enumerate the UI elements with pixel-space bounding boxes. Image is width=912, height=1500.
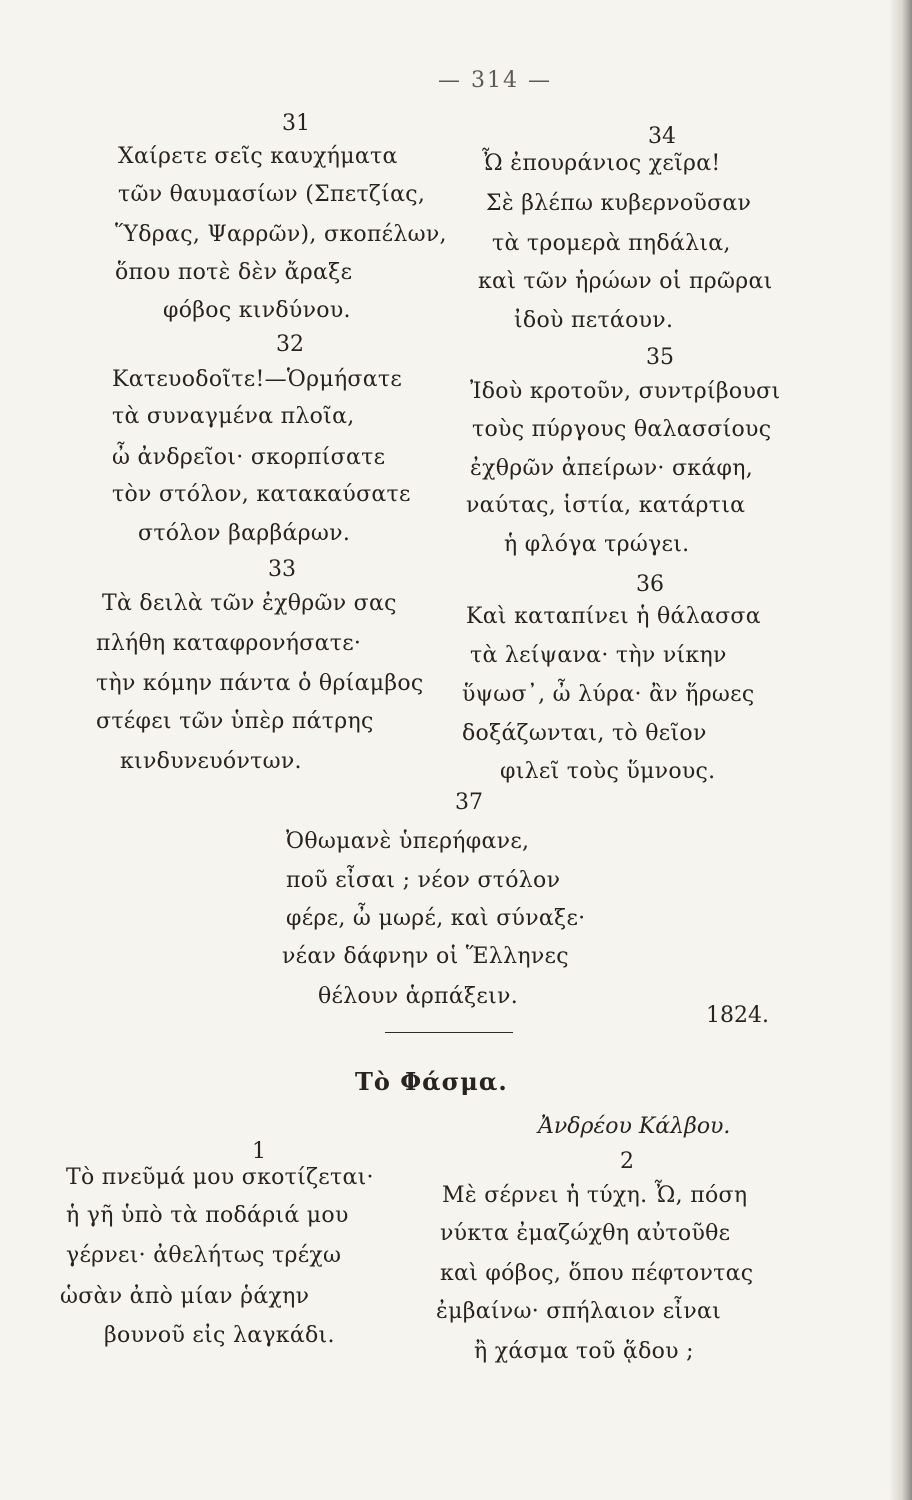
verse-line: ὕψωσ᾽, ὦ λύρα· ἂν ἥρωες — [462, 682, 755, 707]
verse-line: Σὲ βλέπω κυβερνοῦσαν — [486, 191, 752, 216]
verse-line: ναύτας, ἱστία, κατάρτια — [466, 493, 746, 518]
verse-line: ἐχθρῶν ἀπείρων· σκάφη, — [470, 456, 753, 481]
stanza-number: 34 — [648, 124, 676, 149]
verse-line: Ὀθωμανὲ ὑπερήφανε, — [286, 829, 530, 854]
verse-line: ἡ γῆ ὑπὸ τὰ ποδάριά μου — [66, 1203, 349, 1228]
poem-date: 1824. — [706, 1003, 769, 1028]
stanza-number: 31 — [282, 111, 310, 136]
verse-line: Χαίρετε σεῖς καυχήματα — [118, 144, 398, 169]
verse-line: δοξάζωνται, τὸ θεῖον — [462, 721, 707, 746]
verse-line: ἡ φλόγα τρώγει. — [504, 532, 690, 557]
verse-line: Ἰδοὺ κροτοῦν, συντρίβουσι — [470, 379, 781, 404]
stanza-number: 1 — [252, 1139, 266, 1164]
verse-line: τὰ λείψανα· τὴν νίκην — [470, 643, 727, 668]
verse-line: ἐμβαίνω· σπήλαιον εἶναι — [436, 1299, 722, 1324]
verse-line: Ὕδρας, Ψαρρῶν), σκοπέλων, — [115, 222, 447, 247]
stanza-number: 36 — [636, 572, 664, 597]
verse-line: ὅπου ποτὲ δὲν ἄραξε — [115, 260, 353, 285]
verse-line: τῶν θαυμασίων (Σπετζίας, — [118, 182, 426, 207]
verse-line: θέλουν ἁρπάξειν. — [318, 984, 518, 1009]
verse-line: τὰ συναγμένα πλοῖα, — [112, 404, 355, 429]
verse-line: ὦ ἀνδρεῖοι· σκορπίσατε — [112, 445, 386, 470]
verse-line: τὰ τρομερὰ πηδάλια, — [492, 231, 731, 256]
verse-line: γέρνει· ἀθελήτως τρέχω — [66, 1243, 342, 1268]
stanza-number: 2 — [620, 1149, 634, 1174]
verse-line: στέφει τῶν ὑπὲρ πάτρης — [96, 709, 374, 734]
stanza-number: 37 — [455, 790, 483, 815]
verse-line: καὶ τῶν ἡρώων οἱ πρῶραι — [478, 269, 773, 294]
verse-line: Καὶ καταπίνει ἡ θάλασσα — [466, 604, 761, 629]
verse-line: τὴν κόμην πάντα ὁ θρίαμβος — [96, 671, 424, 696]
page-number: — 314 — — [438, 68, 552, 93]
verse-line: πλήθη καταφρονήσατε· — [96, 631, 362, 656]
verse-line: ἰδοὺ πετάουν. — [514, 308, 674, 333]
verse-line: ὡσὰν ἀπὸ μίαν ῥάχην — [60, 1284, 310, 1309]
verse-line: τὸν στόλον, κατακαύσατε — [112, 482, 411, 507]
verse-line: νύκτα ἐμαζώχθη αὐτοῦθε — [440, 1221, 731, 1246]
verse-line: Τὰ δειλὰ τῶν ἐχθρῶν σας — [102, 591, 397, 616]
verse-line: στόλον βαρβάρων. — [138, 521, 351, 546]
verse-line: Ὦ ἐπουράνιος χεῖρα! — [482, 151, 721, 176]
verse-line: τοὺς πύργους θαλασσίους — [472, 417, 772, 442]
verse-line: φόβος κινδύνου. — [163, 298, 351, 323]
stanza-number: 33 — [268, 557, 296, 582]
section-divider — [385, 1032, 513, 1033]
stanza-number: 35 — [646, 345, 674, 370]
verse-line: βουνοῦ εἰς λαγκάδι. — [104, 1323, 335, 1348]
verse-line: κινδυνευόντων. — [120, 749, 302, 774]
verse-line: νέαν δάφνην οἱ Ἕλληνες — [282, 944, 569, 969]
verse-line: Μὲ σέρνει ἡ τύχη. Ὦ, πόση — [442, 1183, 748, 1208]
page-edge-shadow — [890, 0, 912, 1500]
verse-line: φιλεῖ τοὺς ὕμνους. — [500, 759, 716, 784]
poem-title: Τὸ Φάσμα. — [355, 1067, 508, 1096]
verse-line: φέρε, ὦ μωρέ, καὶ σύναξε· — [286, 906, 586, 931]
stanza-number: 32 — [276, 332, 304, 357]
poem-author: Ἀνδρέου Κάλβου. — [538, 1114, 731, 1139]
verse-line: ποῦ εἶσαι ; νέον στόλον — [286, 868, 561, 893]
verse-line: Τὸ πνεῦμά μου σκοτίζεται· — [66, 1165, 374, 1190]
verse-line: Κατευοδοῖτε!—Ὁρμήσατε — [112, 367, 403, 392]
verse-line: ἢ χάσμα τοῦ ᾅδου ; — [474, 1339, 694, 1364]
verse-line: καὶ φόβος, ὅπου πέφτοντας — [440, 1261, 754, 1286]
